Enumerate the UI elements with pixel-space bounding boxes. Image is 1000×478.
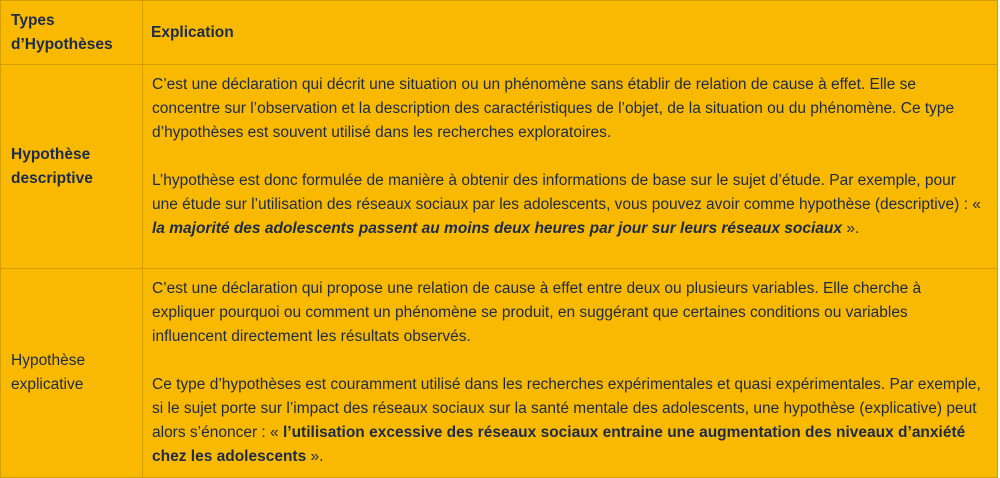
table-row	[1, 65, 998, 269]
explanation-paragraph-1: C’est une déclaration qui propose une relation de cause à effet entre deux ou plusieurs variables. Elle cherche à expliquer pourquoi ou comment un phénomène se produit, en suggérant que certaines conditions ou variables influencent directement les résultats observés.	[152, 280, 922, 345]
type-cell-explicative: Hypothèse explicative	[1, 269, 143, 478]
header-explication: Explication	[143, 1, 998, 65]
example-quote: la majorité des adolescents passent au moins deux heures par jour sur leurs réseaux sociaux	[152, 220, 843, 237]
paragraph-suffix: ».	[842, 220, 860, 237]
example-quote: l’utilisation excessive des réseaux sociaux entraine une augmentation des niveaux d’anxiété chez les adolescents	[152, 424, 966, 465]
paragraph-prefix: Ce type d’hypothèses est couramment utilisé dans les recherches expérimentales et quasi expérimentales. Par exemple, si le sujet porte sur l’impact des réseaux sociaux sur la santé mentale des adolescents, une hypothèse (explicative) peut alors s’énoncer : «	[152, 376, 981, 441]
explanation-paragraph-2	[152, 169, 983, 241]
explanation-cell-explicative	[143, 269, 998, 478]
explanation-paragraph-1: C’est une déclaration qui décrit une situation ou un phénomène sans établir de relation de cause à effet. Elle se concentre sur l’observation et la description des caractéristiques de l’objet, de la situation ou du phénomène. Ce type d’hypothèses est souvent utilisé dans les recherches exploratoires.	[152, 76, 955, 141]
explanation-paragraph-2	[152, 373, 983, 469]
paragraph-suffix: ».	[306, 448, 324, 465]
header-row	[1, 1, 998, 65]
explanation-cell-descriptive	[143, 65, 998, 269]
paragraph-prefix: L’hypothèse est donc formulée de manière à obtenir des informations de base sur le sujet d’étude. Par exemple, pour une étude sur l’utilisation des réseaux sociaux par les adolescents, vous pouvez avoir comme hypothèse (descriptive) : «	[152, 172, 981, 213]
header-types: Types d’Hypothèses	[1, 1, 143, 65]
table-row	[1, 269, 998, 478]
type-cell-descriptive: Hypothèse descriptive	[1, 65, 143, 269]
